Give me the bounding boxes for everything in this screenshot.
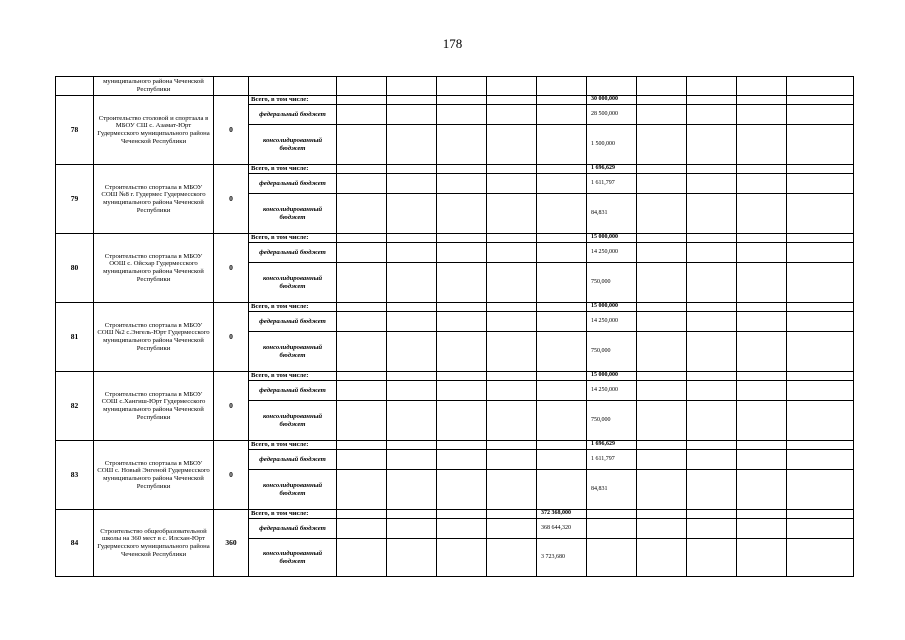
empty-cell [487, 243, 537, 263]
empty-cell [437, 470, 487, 510]
empty-cell [687, 174, 737, 194]
total-value-cell: 1 696,629 [587, 441, 637, 450]
empty-cell [687, 510, 737, 519]
empty-cell [387, 450, 437, 470]
consolidated-value-cell: 3 723,680 [537, 539, 587, 577]
empty-cell [687, 234, 737, 243]
consolidated-value-cell: 84,831 [587, 194, 637, 234]
empty-cell [687, 401, 737, 441]
funding-source-total-cell: Всего, в том числе: [249, 372, 337, 381]
empty-cell [437, 243, 487, 263]
empty-cell [487, 77, 537, 96]
funding-source-consolidated-cell: консолидированный бюджет [249, 539, 337, 577]
empty-cell [487, 263, 537, 303]
funding-source-total-cell: Всего, в том числе: [249, 234, 337, 243]
funding-source-federal-cell: федеральный бюджет [249, 174, 337, 194]
project-total-row [56, 372, 854, 381]
empty-cell [337, 96, 387, 105]
federal-value-cell: 14 250,000 [587, 312, 637, 332]
empty-cell [737, 510, 787, 519]
empty-cell [337, 539, 387, 577]
empty-cell [487, 165, 537, 174]
empty-cell [637, 234, 687, 243]
empty-cell [337, 174, 387, 194]
empty-cell [687, 125, 737, 165]
empty-cell [437, 441, 487, 450]
project-total-row [56, 441, 854, 450]
empty-cell [587, 519, 637, 539]
empty-cell [787, 539, 854, 577]
empty-cell [387, 96, 437, 105]
empty-cell [387, 125, 437, 165]
empty-cell [487, 125, 537, 165]
empty-cell [387, 303, 437, 312]
project-name-cell: Строительство столовой и спортзала в МБОУ СШ с. Азамат-Юрт Гудермесского муниципального района Чеченской Республики [94, 96, 214, 165]
empty-cell [787, 332, 854, 372]
empty-cell [737, 381, 787, 401]
empty-cell [337, 381, 387, 401]
empty-cell [337, 243, 387, 263]
empty-cell [487, 303, 537, 312]
empty-cell [637, 263, 687, 303]
empty-cell [787, 450, 854, 470]
capacity-cell: 0 [214, 441, 249, 510]
empty-cell [787, 372, 854, 381]
empty-cell [437, 263, 487, 303]
empty-cell [537, 470, 587, 510]
empty-cell [537, 450, 587, 470]
empty-cell [537, 243, 587, 263]
empty-cell [787, 381, 854, 401]
empty-cell [387, 165, 437, 174]
capacity-cell: 0 [214, 303, 249, 372]
project-name-cell: Строительство общеобразовательной школы на 360 мест в с. Илсхан-Юрт Гудермесского муниципального района Чеченской Республики [94, 510, 214, 577]
empty-cell [437, 510, 487, 519]
empty-cell [487, 450, 537, 470]
empty-cell [687, 470, 737, 510]
row-number-cell: 79 [56, 165, 94, 234]
project-name-cell: Строительство спортзала в МБОУ СОШ с. Новый Энгеной Гудермесского муниципального района Чеченской Республики [94, 441, 214, 510]
empty-cell [787, 165, 854, 174]
empty-cell [387, 470, 437, 510]
empty-cell [337, 194, 387, 234]
empty-cell [787, 234, 854, 243]
empty-cell [387, 312, 437, 332]
empty-cell [337, 372, 387, 381]
empty-cell [437, 303, 487, 312]
empty-cell [737, 243, 787, 263]
empty-cell [387, 243, 437, 263]
empty-cell [787, 105, 854, 125]
consolidated-value-cell: 750,000 [587, 332, 637, 372]
funding-source-total-cell: Всего, в том числе: [249, 303, 337, 312]
empty-cell [637, 539, 687, 577]
empty-cell [637, 519, 687, 539]
empty-cell [487, 401, 537, 441]
empty-cell [337, 519, 387, 539]
empty-cell [687, 441, 737, 450]
empty-cell [537, 234, 587, 243]
empty-cell [737, 105, 787, 125]
empty-cell [737, 312, 787, 332]
empty-cell [637, 96, 687, 105]
row-number-cell: 83 [56, 441, 94, 510]
empty-cell [487, 510, 537, 519]
funding-source-total-cell: Всего, в том числе: [249, 165, 337, 174]
empty-cell [737, 165, 787, 174]
empty-cell [487, 96, 537, 105]
empty-cell [787, 519, 854, 539]
empty-cell [437, 381, 487, 401]
empty-cell [687, 312, 737, 332]
empty-cell [737, 77, 787, 96]
row-number-cell [56, 77, 94, 96]
empty-cell [437, 194, 487, 234]
total-value-cell: 15 000,000 [587, 234, 637, 243]
federal-value-cell: 14 250,000 [587, 243, 637, 263]
funding-source-federal-cell: федеральный бюджет [249, 519, 337, 539]
row-number-cell: 80 [56, 234, 94, 303]
empty-cell [787, 96, 854, 105]
empty-cell [637, 372, 687, 381]
empty-cell [537, 174, 587, 194]
total-value-cell: 372 368,000 [537, 510, 587, 519]
empty-cell [437, 372, 487, 381]
federal-value-cell: 1 611,797 [587, 174, 637, 194]
empty-cell [787, 312, 854, 332]
empty-cell [787, 401, 854, 441]
empty-cell [687, 303, 737, 312]
project-name-cell: Строительство спортзала в МБОУ СОШ №8 г. Гудермес Гудермесского муниципального района Чеченской Республики [94, 165, 214, 234]
empty-cell [537, 263, 587, 303]
empty-cell [487, 194, 537, 234]
empty-cell [737, 303, 787, 312]
empty-cell [537, 77, 587, 96]
empty-cell [387, 441, 437, 450]
empty-cell [737, 96, 787, 105]
empty-cell [537, 401, 587, 441]
empty-cell [637, 401, 687, 441]
project-total-row [56, 510, 854, 519]
empty-cell [387, 381, 437, 401]
row-number-cell: 84 [56, 510, 94, 577]
empty-cell [337, 105, 387, 125]
empty-cell [337, 165, 387, 174]
empty-cell [687, 332, 737, 372]
consolidated-value-cell: 750,000 [587, 263, 637, 303]
empty-cell [337, 312, 387, 332]
empty-cell [787, 441, 854, 450]
empty-cell [737, 401, 787, 441]
empty-cell [687, 539, 737, 577]
empty-cell [487, 381, 537, 401]
empty-cell [537, 332, 587, 372]
empty-cell [737, 194, 787, 234]
empty-cell [687, 450, 737, 470]
consolidated-value-cell: 84,831 [587, 470, 637, 510]
empty-cell [387, 401, 437, 441]
project-total-row [56, 165, 854, 174]
funding-source-federal-cell: федеральный бюджет [249, 312, 337, 332]
row-number-cell: 78 [56, 96, 94, 165]
empty-cell [487, 174, 537, 194]
empty-cell [487, 539, 537, 577]
empty-cell [537, 194, 587, 234]
empty-cell [487, 441, 537, 450]
empty-cell [737, 234, 787, 243]
empty-cell [637, 303, 687, 312]
empty-cell [387, 77, 437, 96]
project-total-row [56, 234, 854, 243]
empty-cell [787, 194, 854, 234]
empty-cell [487, 234, 537, 243]
empty-cell [737, 539, 787, 577]
empty-cell [787, 243, 854, 263]
empty-cell [387, 105, 437, 125]
empty-cell [687, 519, 737, 539]
empty-cell [437, 174, 487, 194]
empty-cell [687, 105, 737, 125]
row-number-cell: 81 [56, 303, 94, 372]
empty-cell [637, 174, 687, 194]
empty-cell [487, 332, 537, 372]
funding-source-total-cell: Всего, в том числе: [249, 441, 337, 450]
empty-cell [387, 263, 437, 303]
empty-cell [537, 312, 587, 332]
capacity-cell: 0 [214, 234, 249, 303]
empty-cell [637, 450, 687, 470]
empty-cell [737, 450, 787, 470]
empty-cell [687, 194, 737, 234]
capacity-cell: 0 [214, 372, 249, 441]
empty-cell [737, 125, 787, 165]
project-name-cell: муниципального района Чеченской Республики [94, 77, 214, 96]
empty-cell [249, 77, 337, 96]
empty-cell [487, 312, 537, 332]
empty-cell [337, 441, 387, 450]
empty-cell [337, 332, 387, 372]
empty-cell [337, 263, 387, 303]
empty-cell [537, 105, 587, 125]
funding-source-federal-cell: федеральный бюджет [249, 450, 337, 470]
funding-source-federal-cell: федеральный бюджет [249, 381, 337, 401]
empty-cell [637, 243, 687, 263]
empty-cell [337, 77, 387, 96]
empty-cell [437, 401, 487, 441]
empty-cell [537, 165, 587, 174]
empty-cell [637, 105, 687, 125]
empty-cell [787, 125, 854, 165]
empty-cell [587, 77, 637, 96]
empty-cell [487, 105, 537, 125]
empty-cell [487, 372, 537, 381]
empty-cell [387, 519, 437, 539]
capacity-cell [214, 77, 249, 96]
empty-cell [437, 105, 487, 125]
project-total-row [56, 303, 854, 312]
empty-cell [437, 450, 487, 470]
empty-cell [687, 77, 737, 96]
continuation-row [56, 77, 854, 96]
empty-cell [387, 332, 437, 372]
empty-cell [737, 372, 787, 381]
project-name-cell: Строительство спортзала в МБОУ ООШ с. Ойсхар Гудермесского муниципального района Чеченской Республики [94, 234, 214, 303]
empty-cell [787, 77, 854, 96]
empty-cell [687, 381, 737, 401]
empty-cell [787, 303, 854, 312]
project-name-cell: Строительство спортзала в МБОУ СОШ с.Хангиш-Юрт Гудермесского муниципального района Чеченской Республики [94, 372, 214, 441]
capacity-cell: 0 [214, 165, 249, 234]
empty-cell [337, 125, 387, 165]
empty-cell [387, 234, 437, 243]
empty-cell [437, 332, 487, 372]
funding-source-federal-cell: федеральный бюджет [249, 105, 337, 125]
empty-cell [437, 125, 487, 165]
row-number-cell: 82 [56, 372, 94, 441]
empty-cell [387, 372, 437, 381]
funding-source-federal-cell: федеральный бюджет [249, 243, 337, 263]
empty-cell [637, 312, 687, 332]
empty-cell [437, 539, 487, 577]
empty-cell [437, 519, 487, 539]
empty-cell [787, 174, 854, 194]
capacity-cell: 0 [214, 96, 249, 165]
empty-cell [637, 441, 687, 450]
funding-source-consolidated-cell: консолидированный бюджет [249, 194, 337, 234]
empty-cell [637, 194, 687, 234]
funding-source-consolidated-cell: консолидированный бюджет [249, 125, 337, 165]
empty-cell [387, 539, 437, 577]
empty-cell [337, 510, 387, 519]
empty-cell [687, 372, 737, 381]
empty-cell [737, 174, 787, 194]
empty-cell [437, 234, 487, 243]
federal-value-cell: 368 644,320 [537, 519, 587, 539]
capacity-cell: 360 [214, 510, 249, 577]
total-value-cell: 15 000,000 [587, 303, 637, 312]
empty-cell [587, 510, 637, 519]
empty-cell [737, 519, 787, 539]
total-value-cell: 30 000,000 [587, 96, 637, 105]
empty-cell [437, 77, 487, 96]
empty-cell [387, 174, 437, 194]
empty-cell [637, 77, 687, 96]
empty-cell [337, 470, 387, 510]
empty-cell [537, 381, 587, 401]
empty-cell [687, 96, 737, 105]
project-total-row [56, 96, 854, 105]
funding-source-consolidated-cell: консолидированный бюджет [249, 470, 337, 510]
empty-cell [737, 332, 787, 372]
empty-cell [537, 441, 587, 450]
funding-source-consolidated-cell: консолидированный бюджет [249, 263, 337, 303]
federal-value-cell: 1 611,797 [587, 450, 637, 470]
empty-cell [687, 243, 737, 263]
empty-cell [637, 470, 687, 510]
table-body [56, 77, 854, 577]
empty-cell [637, 510, 687, 519]
funding-source-total-cell: Всего, в том числе: [249, 96, 337, 105]
empty-cell [437, 165, 487, 174]
empty-cell [537, 96, 587, 105]
empty-cell [787, 263, 854, 303]
federal-value-cell: 28 500,000 [587, 105, 637, 125]
empty-cell [337, 303, 387, 312]
empty-cell [437, 96, 487, 105]
empty-cell [787, 470, 854, 510]
empty-cell [737, 470, 787, 510]
empty-cell [337, 234, 387, 243]
empty-cell [637, 381, 687, 401]
empty-cell [637, 332, 687, 372]
empty-cell [587, 539, 637, 577]
empty-cell [337, 401, 387, 441]
consolidated-value-cell: 750,000 [587, 401, 637, 441]
federal-value-cell: 14 250,000 [587, 381, 637, 401]
empty-cell [437, 312, 487, 332]
empty-cell [487, 470, 537, 510]
empty-cell [487, 519, 537, 539]
empty-cell [637, 165, 687, 174]
empty-cell [387, 510, 437, 519]
empty-cell [537, 372, 587, 381]
funding-source-consolidated-cell: консолидированный бюджет [249, 401, 337, 441]
empty-cell [387, 194, 437, 234]
funding-source-total-cell: Всего, в том числе: [249, 510, 337, 519]
consolidated-value-cell: 1 500,000 [587, 125, 637, 165]
budget-table [55, 76, 854, 577]
empty-cell [537, 125, 587, 165]
empty-cell [637, 125, 687, 165]
project-name-cell: Строительство спортзала в МБОУ СОШ №2 с.Энгель-Юрт Гудермесского муниципального района Чеченской Республики [94, 303, 214, 372]
empty-cell [337, 450, 387, 470]
empty-cell [537, 303, 587, 312]
funding-source-consolidated-cell: консолидированный бюджет [249, 332, 337, 372]
empty-cell [687, 263, 737, 303]
total-value-cell: 15 000,000 [587, 372, 637, 381]
empty-cell [787, 510, 854, 519]
empty-cell [737, 263, 787, 303]
empty-cell [687, 165, 737, 174]
total-value-cell: 1 696,629 [587, 165, 637, 174]
empty-cell [737, 441, 787, 450]
page-number: 178 [442, 36, 463, 51]
